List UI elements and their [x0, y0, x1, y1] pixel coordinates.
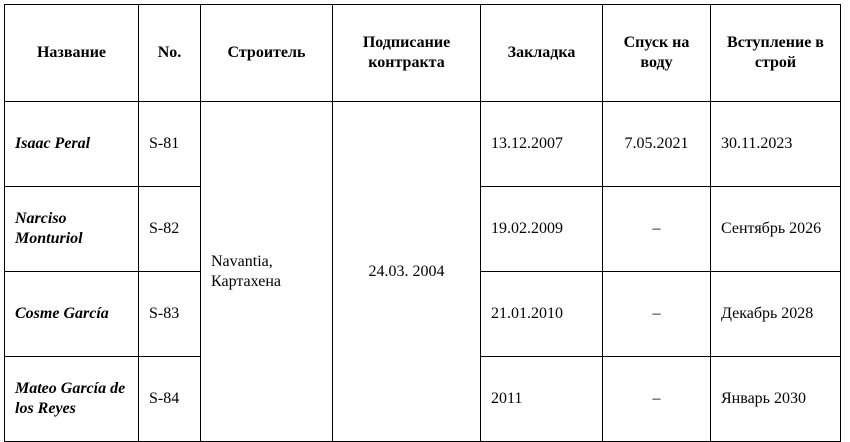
cell-commissioned: Декабрь 2028	[711, 272, 841, 357]
cell-laid-down: 13.12.2007	[481, 102, 603, 187]
cell-number: S-83	[139, 272, 201, 357]
column-header-launched: Спуск на воду	[603, 5, 711, 102]
cell-name: Mateo García de los Reyes	[5, 357, 139, 442]
cell-number: S-84	[139, 357, 201, 442]
cell-name: Isaac Peral	[5, 102, 139, 187]
column-header-laid-down: Закладка	[481, 5, 603, 102]
table-body	[5, 102, 841, 442]
column-header-name: Название	[5, 5, 139, 102]
column-header-contract-signing: Подписание контракта	[333, 5, 481, 102]
table-header	[5, 5, 841, 102]
column-header-number: No.	[139, 5, 201, 102]
cell-laid-down: 2011	[481, 357, 603, 442]
cell-launched: –	[603, 357, 711, 442]
cell-launched: –	[603, 187, 711, 272]
cell-contract-merged: 24.03. 2004	[333, 102, 481, 442]
cell-launched: –	[603, 272, 711, 357]
table-row	[5, 102, 841, 187]
cell-commissioned: Январь 2030	[711, 357, 841, 442]
cell-name: Cosme García	[5, 272, 139, 357]
cell-commissioned: 30.11.2023	[711, 102, 841, 187]
cell-launched: 7.05.2021	[603, 102, 711, 187]
submarine-class-table	[4, 4, 841, 442]
cell-commissioned: Сентябрь 2026	[711, 187, 841, 272]
cell-builder-merged: Navantia, Картахена	[201, 102, 333, 442]
cell-number: S-81	[139, 102, 201, 187]
column-header-commissioned: Вступление в строй	[711, 5, 841, 102]
cell-name: Narciso Monturiol	[5, 187, 139, 272]
column-header-builder: Строитель	[201, 5, 333, 102]
cell-laid-down: 19.02.2009	[481, 187, 603, 272]
cell-number: S-82	[139, 187, 201, 272]
cell-laid-down: 21.01.2010	[481, 272, 603, 357]
header-row	[5, 5, 841, 102]
